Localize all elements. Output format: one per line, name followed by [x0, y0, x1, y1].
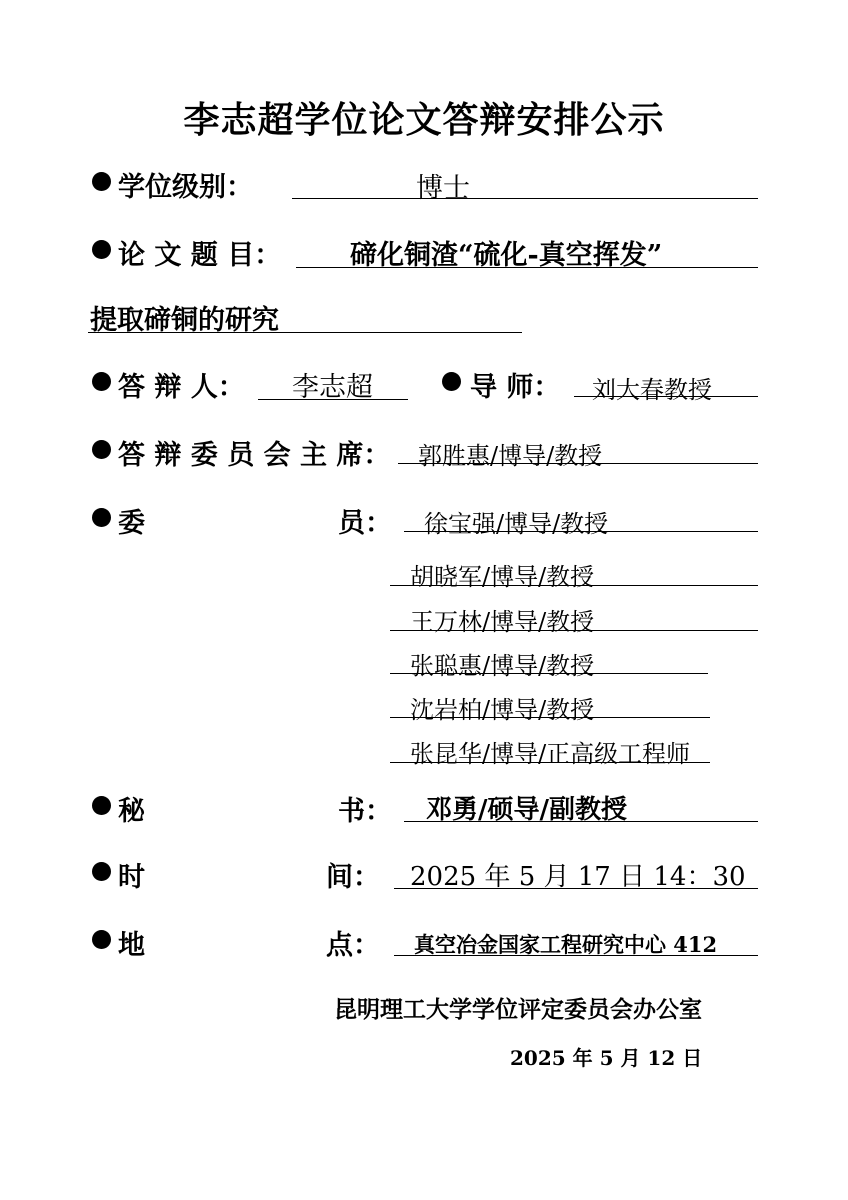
thesis-underline-2	[88, 332, 522, 333]
chair-label: 答 辩 委 员 会 主 席：	[118, 440, 391, 471]
footer-org: 昆明理工大学学位评定委员会办公室	[334, 996, 702, 1023]
member-item: 胡晓军/博导/教授	[410, 563, 595, 591]
thesis-label: 论 文 题 目：	[118, 240, 282, 271]
secretary-label-right: 书：	[338, 796, 392, 827]
thesis-underline-1	[296, 267, 758, 268]
time-underline	[394, 888, 758, 889]
member-underline	[390, 630, 758, 631]
candidate-underline	[258, 399, 408, 400]
bullet-icon	[92, 240, 111, 259]
candidate-name: 李志超	[292, 372, 373, 403]
candidate-label: 答 辩 人：	[118, 372, 245, 403]
member-underline	[390, 673, 708, 674]
member-item: 张昆华/博导/正高级工程师	[410, 740, 691, 768]
place-label-left: 地	[118, 930, 145, 961]
members-label-right: 员：	[338, 508, 392, 539]
place-underline	[394, 955, 758, 956]
members-label-left: 委	[118, 508, 145, 539]
bullet-icon	[92, 862, 111, 881]
secretary-label-left: 秘	[118, 796, 145, 827]
bullet-icon	[442, 372, 461, 391]
member-underline	[390, 585, 758, 586]
bullet-icon	[92, 796, 111, 815]
chair-underline	[398, 463, 758, 464]
member-item: 张聪惠/博导/教授	[410, 652, 595, 680]
member-underline	[390, 762, 710, 763]
secretary-value: 邓勇/硕导/副教授	[426, 795, 627, 825]
bullet-icon	[92, 930, 111, 949]
member-underline	[390, 717, 710, 718]
degree-underline	[292, 198, 758, 199]
degree-label: 学位级别：	[118, 172, 253, 203]
advisor-underline	[574, 396, 758, 397]
bullet-icon	[92, 172, 111, 191]
degree-value: 博士	[416, 173, 470, 204]
member-underline	[404, 531, 758, 532]
bullet-icon	[92, 508, 111, 527]
thesis-title-line1: 碲化铜渣“硫化-真空挥发”	[350, 240, 663, 271]
advisor-name: 刘大春教授	[592, 376, 712, 404]
place-label-right: 点：	[326, 930, 380, 961]
time-label-right: 间：	[326, 862, 380, 893]
time-value: 2025 年 5 月 17 日 14：30	[410, 862, 746, 892]
footer-date: 2025 年 5 月 12 日	[510, 1046, 703, 1070]
chair-value: 郭胜惠/博导/教授	[418, 442, 603, 470]
member-item: 徐宝强/博导/教授	[424, 510, 609, 538]
page-title: 李志超学位论文答辩安排公示	[183, 99, 665, 141]
advisor-label: 导 师：	[470, 372, 561, 403]
member-item: 王万林/博导/教授	[410, 608, 595, 636]
time-label-left: 时	[118, 862, 145, 893]
thesis-title-line2: 提取碲铜的研究	[90, 305, 279, 336]
place-value: 真空冶金国家工程研究中心 412	[414, 932, 718, 957]
bullet-icon	[92, 372, 111, 391]
bullet-icon	[92, 440, 111, 459]
member-item: 沈岩柏/博导/教授	[410, 696, 595, 724]
secretary-underline	[404, 821, 758, 822]
